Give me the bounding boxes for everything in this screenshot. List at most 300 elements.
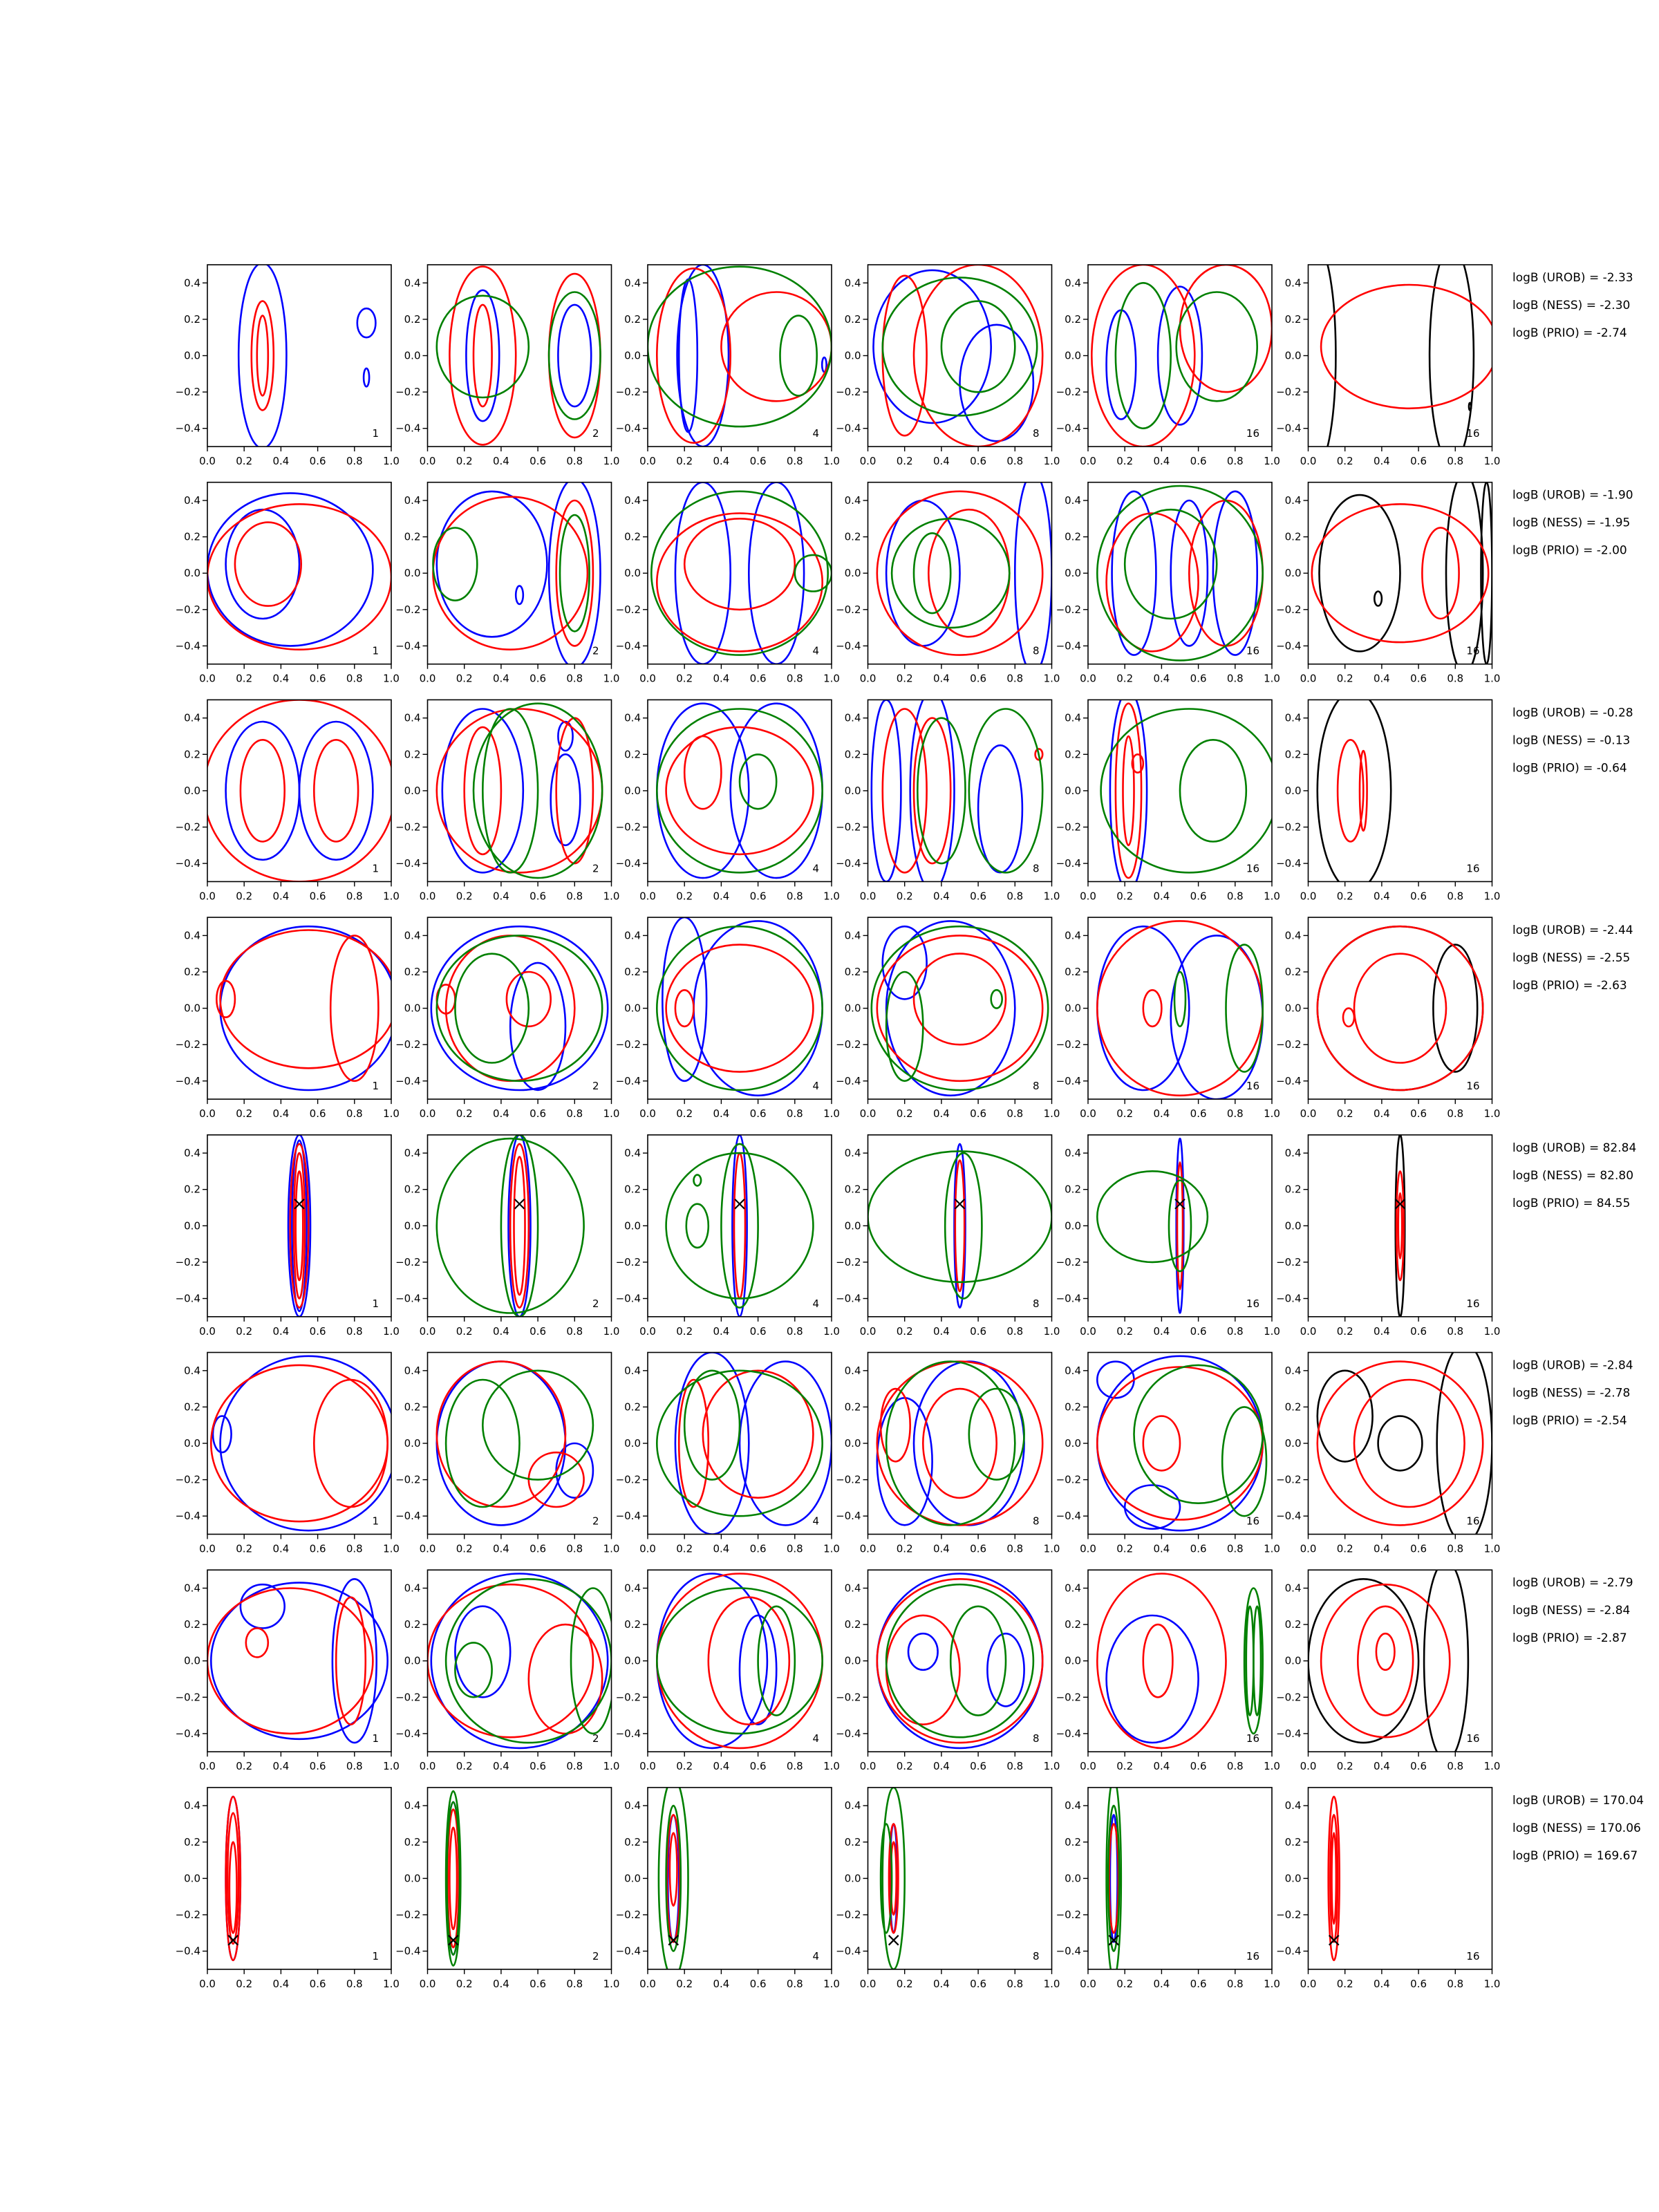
contour-group <box>1091 265 1272 447</box>
x-tick-label: 1.0 <box>603 890 620 903</box>
contour-line-red <box>684 736 721 809</box>
y-tick-label: 0.4 <box>1065 1799 1081 1812</box>
contour-line-green <box>868 1151 1052 1282</box>
contour-line-black <box>1318 691 1391 890</box>
contour-line-red <box>914 265 1042 447</box>
contour-group <box>659 1779 688 1978</box>
x-tick-label: 1.0 <box>603 1542 620 1555</box>
y-tick-label: 0.4 <box>1065 1147 1081 1160</box>
x-tick-label: 0.4 <box>1373 1107 1390 1121</box>
y-tick-label: −0.4 <box>1276 1510 1302 1523</box>
y-tick-label: 0.2 <box>1284 966 1302 978</box>
panel-r3-c3 <box>616 700 840 902</box>
x-tick-label: 0.6 <box>749 455 767 467</box>
x-tick-label: 0.6 <box>970 1107 987 1121</box>
x-tick-label: 0.8 <box>786 1542 803 1555</box>
y-tick-label: −0.4 <box>395 639 421 653</box>
x-tick-label: 0.8 <box>786 1977 803 1990</box>
y-tick-label: −0.2 <box>1056 1038 1081 1051</box>
y-tick-label: 0.2 <box>1284 1183 1302 1196</box>
y-tick-label: −0.4 <box>1056 1074 1081 1087</box>
contour-group <box>433 478 601 668</box>
y-tick-label: −0.4 <box>615 1944 641 1958</box>
contour-line-green <box>501 1135 538 1317</box>
x-tick-label: 0.8 <box>566 1760 583 1773</box>
y-tick-label: 0.4 <box>1065 711 1081 724</box>
x-tick-label: 0.4 <box>1153 890 1170 903</box>
contour-line-green <box>917 718 965 863</box>
contour-line-green <box>886 1362 1015 1526</box>
y-tick-label: 0.4 <box>844 1364 861 1377</box>
contour-line-blue <box>516 586 523 604</box>
y-tick-label: 0.2 <box>184 312 200 326</box>
y-tick-label: −0.4 <box>395 422 421 435</box>
panel-label: 4 <box>812 862 819 875</box>
y-tick-label: −0.2 <box>1276 821 1302 834</box>
contour-line-blue <box>241 1584 285 1628</box>
x-tick-label: 1.0 <box>383 1760 400 1773</box>
panel-frame <box>207 265 391 447</box>
x-tick-label: 0.4 <box>932 1107 950 1121</box>
x-tick-label: 0.2 <box>1336 890 1353 903</box>
logb-stat-text: logB (NESS) = -0.13 <box>1512 733 1631 748</box>
contour-line-black <box>1469 403 1471 411</box>
contour-line-red <box>336 1597 366 1725</box>
contour-line-red <box>1318 1362 1483 1526</box>
contour-line-red <box>474 305 492 406</box>
panel-r6-c4 <box>836 1353 1060 1555</box>
x-tick-label: 1.0 <box>1264 1542 1280 1555</box>
x-tick-label: 0.0 <box>419 1977 436 1990</box>
contour-group <box>204 700 395 881</box>
logb-stat-text: logB (UROB) = -1.90 <box>1512 488 1633 503</box>
panel-r7-c5 <box>1056 1570 1280 1772</box>
x-tick-label: 0.6 <box>529 455 547 467</box>
y-tick-label: 0.0 <box>1284 349 1302 362</box>
y-tick-label: −0.2 <box>175 1909 200 1921</box>
y-tick-label: 0.0 <box>844 1002 861 1015</box>
panel-r4-c5 <box>1056 917 1280 1120</box>
y-tick-label: 0.2 <box>184 1183 200 1196</box>
y-tick-label: 0.4 <box>1065 1582 1081 1595</box>
contour-line-red <box>510 1144 529 1308</box>
y-tick-label: 0.2 <box>844 530 861 543</box>
x-tick-label: 0.8 <box>1226 1542 1244 1555</box>
x-tick-label: 1.0 <box>1483 890 1501 903</box>
y-tick-label: 0.2 <box>624 748 641 761</box>
panel-label: 1 <box>372 644 379 657</box>
contour-line-blue <box>740 1362 832 1526</box>
panel-label: 2 <box>592 1080 599 1093</box>
y-tick-label: −0.2 <box>175 386 200 399</box>
y-tick-label: −0.2 <box>615 1909 641 1921</box>
true-parameter-marker <box>955 1199 965 1209</box>
contour-line-red <box>928 509 1009 637</box>
panel-label: 4 <box>812 1949 819 1962</box>
true-parameter-marker <box>889 1936 899 1945</box>
panel-r7-c2 <box>395 1570 619 1772</box>
y-tick-label: 0.2 <box>624 312 641 326</box>
panel-label: 8 <box>1032 1297 1040 1310</box>
x-tick-label: 0.2 <box>676 1542 693 1555</box>
y-tick-label: 0.2 <box>1284 1618 1302 1631</box>
x-tick-label: 0.6 <box>309 672 326 685</box>
x-tick-label: 0.2 <box>676 672 693 685</box>
contour-group <box>207 1579 388 1743</box>
panel-label: 1 <box>372 427 379 440</box>
contour-line-black <box>1424 1561 1468 1761</box>
logb-stat-text: logB (NESS) = -1.95 <box>1512 516 1631 530</box>
y-tick-label: 0.4 <box>624 711 641 724</box>
y-tick-label: 0.4 <box>404 1364 421 1377</box>
contour-line-green <box>795 555 832 592</box>
x-tick-label: 0.6 <box>309 1760 326 1773</box>
x-tick-label: 0.0 <box>419 1542 436 1555</box>
x-tick-label: 0.0 <box>1300 455 1317 467</box>
contour-line-blue <box>510 963 565 1090</box>
contour-line-red <box>1354 954 1446 1063</box>
panel-r5-c4 <box>836 1135 1060 1338</box>
y-tick-label: 0.0 <box>844 1872 861 1885</box>
x-tick-label: 0.8 <box>346 890 363 903</box>
contour-line-red <box>883 276 927 435</box>
x-tick-label: 0.8 <box>1226 890 1244 903</box>
x-tick-label: 0.8 <box>346 1542 363 1555</box>
x-tick-label: 0.0 <box>1080 455 1096 467</box>
panel-label: 8 <box>1032 862 1040 875</box>
x-tick-label: 0.2 <box>1336 1107 1353 1121</box>
y-tick-label: 0.0 <box>1065 1654 1081 1667</box>
y-tick-label: 0.0 <box>1284 784 1302 797</box>
y-tick-label: 0.0 <box>1284 1654 1302 1667</box>
contour-group <box>872 921 1048 1095</box>
x-tick-label: 0.8 <box>346 1107 363 1121</box>
logb-stat-text: logB (NESS) = -2.84 <box>1512 1604 1631 1618</box>
y-tick-label: 0.0 <box>624 1219 641 1232</box>
x-tick-label: 0.4 <box>492 1542 509 1555</box>
x-tick-label: 0.4 <box>1373 890 1390 903</box>
y-tick-label: 0.4 <box>624 1582 641 1595</box>
contour-line-red <box>449 267 516 445</box>
contour-line-blue <box>908 1633 938 1670</box>
y-tick-label: −0.2 <box>175 1691 200 1704</box>
x-tick-label: 1.0 <box>383 455 400 467</box>
contour-group <box>1097 921 1262 1099</box>
panel-r7-c6 <box>1276 1561 1500 1772</box>
x-tick-label: 0.2 <box>1116 1542 1134 1555</box>
panel-frame <box>1309 917 1492 1099</box>
panel-frame <box>868 700 1052 881</box>
y-tick-label: 0.2 <box>1284 1835 1302 1848</box>
x-tick-label: 0.4 <box>492 1324 509 1338</box>
logb-stat-text: logB (PRIO) = 84.55 <box>1512 1196 1631 1210</box>
contour-line-green <box>721 1144 758 1308</box>
contour-line-blue <box>211 1583 387 1739</box>
contour-line-red <box>1123 736 1134 845</box>
contour-group <box>1318 1343 1492 1543</box>
x-tick-label: 0.6 <box>529 1324 547 1338</box>
x-tick-label: 0.6 <box>1190 1324 1207 1338</box>
x-tick-label: 1.0 <box>1043 1542 1060 1555</box>
contour-line-green <box>883 1788 905 1969</box>
x-tick-label: 1.0 <box>603 1977 620 1990</box>
y-tick-label: 0.2 <box>1065 312 1081 326</box>
x-tick-label: 0.2 <box>236 1107 253 1121</box>
y-tick-label: −0.4 <box>836 422 861 435</box>
y-tick-label: 0.0 <box>1065 1437 1081 1450</box>
contour-line-green <box>886 972 923 1081</box>
contour-line-red <box>314 740 358 841</box>
y-tick-label: 0.4 <box>624 929 641 942</box>
y-tick-label: 0.4 <box>1284 1799 1302 1812</box>
panel-r8-c3 <box>616 1779 840 1990</box>
x-tick-label: 0.4 <box>1373 1324 1390 1338</box>
x-tick-label: 0.8 <box>1006 890 1024 903</box>
x-tick-label: 0.0 <box>419 455 436 467</box>
x-tick-label: 0.0 <box>1300 890 1317 903</box>
contour-line-red <box>1343 1009 1354 1027</box>
x-tick-label: 0.0 <box>859 1324 877 1338</box>
y-tick-label: 0.2 <box>184 748 200 761</box>
contour-group <box>226 1797 241 1960</box>
panel-label: 16 <box>1466 1949 1480 1962</box>
x-tick-label: 0.8 <box>786 672 803 685</box>
y-tick-label: −0.4 <box>395 1944 421 1958</box>
contour-line-green <box>482 709 538 873</box>
x-tick-label: 0.4 <box>492 890 509 903</box>
contour-group <box>437 1362 593 1526</box>
contour-group <box>666 1135 814 1317</box>
x-tick-label: 0.4 <box>713 1324 730 1338</box>
logb-stat-text: logB (UROB) = -2.79 <box>1512 1576 1633 1591</box>
x-tick-label: 1.0 <box>1264 1760 1280 1773</box>
contour-line-red <box>257 316 268 396</box>
contour-group <box>1318 691 1391 890</box>
x-tick-label: 0.6 <box>309 1324 326 1338</box>
x-tick-label: 0.6 <box>970 672 987 685</box>
y-tick-label: −0.4 <box>175 422 200 435</box>
y-tick-label: −0.2 <box>1276 1255 1302 1268</box>
x-tick-label: 0.0 <box>859 672 877 685</box>
contour-line-black <box>1446 474 1483 673</box>
x-tick-label: 0.0 <box>639 1760 656 1773</box>
contour-line-blue <box>226 722 299 860</box>
contour-line-blue <box>877 1398 932 1525</box>
y-tick-label: 0.0 <box>844 567 861 580</box>
x-tick-label: 0.8 <box>346 1324 363 1338</box>
contour-line-red <box>914 718 950 863</box>
y-tick-label: −0.2 <box>395 386 421 399</box>
x-tick-label: 1.0 <box>1483 1324 1501 1338</box>
true-parameter-marker <box>515 1199 525 1209</box>
contour-line-red <box>666 727 814 854</box>
y-tick-label: 0.0 <box>624 349 641 362</box>
x-tick-label: 0.0 <box>1080 1542 1096 1555</box>
panel-r6-c2 <box>395 1353 619 1555</box>
contour-line-blue <box>657 704 749 878</box>
logb-stat-text: logB (PRIO) = -2.54 <box>1512 1414 1627 1428</box>
contour-group <box>657 1574 822 1748</box>
y-tick-label: −0.2 <box>615 1038 641 1051</box>
panel-label: 16 <box>1246 1080 1259 1093</box>
x-tick-label: 0.0 <box>199 672 216 685</box>
x-tick-label: 0.2 <box>456 455 473 467</box>
x-tick-label: 0.6 <box>970 1760 987 1773</box>
x-tick-label: 0.6 <box>1190 1977 1207 1990</box>
contour-line-green <box>780 316 817 396</box>
panel-label: 2 <box>592 1732 599 1745</box>
contour-group <box>874 265 1043 447</box>
panel-label: 4 <box>812 1515 819 1528</box>
y-tick-label: 0.4 <box>404 494 421 507</box>
y-tick-label: 0.0 <box>404 349 421 362</box>
y-tick-label: 0.2 <box>404 312 421 326</box>
x-tick-label: 0.8 <box>1006 1324 1024 1338</box>
x-tick-label: 0.0 <box>639 1542 656 1555</box>
contour-line-blue <box>455 1606 510 1698</box>
y-tick-label: −0.4 <box>836 857 861 870</box>
logb-stat-text: logB (NESS) = -2.78 <box>1512 1386 1631 1400</box>
contour-line-green <box>1174 972 1185 1027</box>
panel-label: 2 <box>592 1949 599 1962</box>
contour-line-red <box>314 1380 387 1507</box>
x-tick-label: 0.2 <box>236 1977 253 1990</box>
x-tick-label: 0.2 <box>456 1324 473 1338</box>
x-tick-label: 0.8 <box>1006 672 1024 685</box>
contour-line-green <box>666 1153 814 1298</box>
y-tick-label: 0.0 <box>184 567 200 580</box>
logb-stat-text: logB (NESS) = 170.06 <box>1512 1821 1641 1835</box>
y-tick-label: −0.4 <box>1056 1727 1081 1740</box>
y-tick-label: −0.2 <box>615 1255 641 1268</box>
y-tick-label: −0.4 <box>615 1074 641 1087</box>
y-tick-label: 0.0 <box>844 1654 861 1667</box>
y-tick-label: −0.4 <box>1056 1944 1081 1958</box>
x-tick-label: 0.4 <box>932 455 950 467</box>
x-tick-label: 0.8 <box>1447 1107 1464 1121</box>
panel-label: 2 <box>592 862 599 875</box>
contour-line-red <box>1180 265 1272 392</box>
x-tick-label: 1.0 <box>603 455 620 467</box>
x-tick-label: 0.2 <box>676 1760 693 1773</box>
x-tick-label: 0.8 <box>1006 455 1024 467</box>
x-tick-label: 0.2 <box>896 1760 913 1773</box>
contour-group <box>657 704 822 878</box>
x-tick-label: 0.2 <box>456 1760 473 1773</box>
y-tick-label: 0.0 <box>844 784 861 797</box>
y-tick-label: 0.2 <box>1065 748 1081 761</box>
y-tick-label: −0.2 <box>175 1473 200 1486</box>
contour-group <box>238 263 375 448</box>
contour-line-green <box>549 292 600 420</box>
x-tick-label: 0.8 <box>786 455 803 467</box>
x-tick-label: 1.0 <box>1043 1324 1060 1338</box>
y-tick-label: 0.0 <box>184 1654 200 1667</box>
contour-line-blue <box>1107 310 1136 420</box>
x-tick-label: 1.0 <box>1483 1977 1501 1990</box>
y-tick-label: 0.2 <box>1284 312 1302 326</box>
x-tick-label: 0.8 <box>566 1977 583 1990</box>
x-tick-label: 0.8 <box>786 890 803 903</box>
x-tick-label: 0.2 <box>236 890 253 903</box>
panel-label: 16 <box>1246 1515 1259 1528</box>
y-tick-label: 0.4 <box>844 494 861 507</box>
y-tick-label: −0.4 <box>1056 422 1081 435</box>
x-tick-label: 0.6 <box>749 1977 767 1990</box>
y-tick-label: 0.0 <box>1065 349 1081 362</box>
y-tick-label: −0.2 <box>1056 1691 1081 1704</box>
contour-group <box>431 926 608 1093</box>
x-tick-label: 0.4 <box>272 1542 290 1555</box>
x-tick-label: 0.4 <box>272 890 290 903</box>
x-tick-label: 1.0 <box>383 890 400 903</box>
x-tick-label: 1.0 <box>603 672 620 685</box>
contour-line-green <box>694 1175 702 1186</box>
panel-r1-c6 <box>1276 247 1500 467</box>
contour-line-red <box>1354 1380 1465 1507</box>
panel-r4-c4 <box>836 917 1060 1120</box>
contour-line-green <box>684 1371 740 1480</box>
contour-line-blue <box>551 754 581 845</box>
x-tick-label: 0.8 <box>1006 1542 1024 1555</box>
y-tick-label: −0.4 <box>1276 422 1302 435</box>
panel-label: 16 <box>1246 644 1259 657</box>
y-tick-label: 0.0 <box>404 1437 421 1450</box>
x-tick-label: 0.0 <box>199 455 216 467</box>
contour-group <box>211 1356 397 1530</box>
logb-stat-text: logB (UROB) = -2.84 <box>1512 1358 1633 1373</box>
contour-line-blue <box>238 263 286 448</box>
x-tick-label: 0.0 <box>419 1324 436 1338</box>
x-tick-label: 0.2 <box>1116 1107 1134 1121</box>
x-tick-label: 1.0 <box>603 1107 620 1121</box>
y-tick-label: 0.0 <box>184 1872 200 1885</box>
y-tick-label: 0.0 <box>1065 567 1081 580</box>
panel-r2-c3 <box>616 482 840 685</box>
x-tick-label: 1.0 <box>1483 455 1501 467</box>
contour-line-red <box>221 930 397 1069</box>
y-tick-label: −0.2 <box>1276 1691 1302 1704</box>
x-tick-label: 1.0 <box>383 1542 400 1555</box>
y-tick-label: −0.2 <box>175 821 200 834</box>
y-tick-label: −0.4 <box>1276 639 1302 653</box>
panel-label: 1 <box>372 1732 379 1745</box>
x-tick-label: 0.4 <box>932 1977 950 1990</box>
x-tick-label: 0.2 <box>1336 672 1353 685</box>
contour-line-blue <box>558 305 591 406</box>
y-tick-label: 0.2 <box>1065 530 1081 543</box>
contour-group <box>881 1788 905 1969</box>
x-tick-label: 0.4 <box>1153 455 1170 467</box>
y-tick-label: 0.2 <box>844 748 861 761</box>
contour-line-green <box>1177 292 1257 402</box>
y-tick-label: 0.4 <box>1284 1582 1302 1595</box>
x-tick-label: 0.8 <box>1226 1107 1244 1121</box>
contour-group <box>437 267 601 445</box>
x-tick-label: 0.0 <box>859 1977 877 1990</box>
y-tick-label: 0.2 <box>624 1618 641 1631</box>
x-tick-label: 1.0 <box>383 1324 400 1338</box>
x-tick-label: 0.8 <box>1006 1760 1024 1773</box>
x-tick-label: 0.0 <box>199 1542 216 1555</box>
x-tick-label: 0.6 <box>1190 1107 1207 1121</box>
y-tick-label: 0.0 <box>624 1002 641 1015</box>
panel-label: 16 <box>1466 862 1480 875</box>
panel-r8-c4 <box>836 1788 1060 1990</box>
x-tick-label: 1.0 <box>603 1324 620 1338</box>
contour-line-red <box>229 1842 237 1933</box>
y-tick-label: −0.4 <box>836 1944 861 1958</box>
